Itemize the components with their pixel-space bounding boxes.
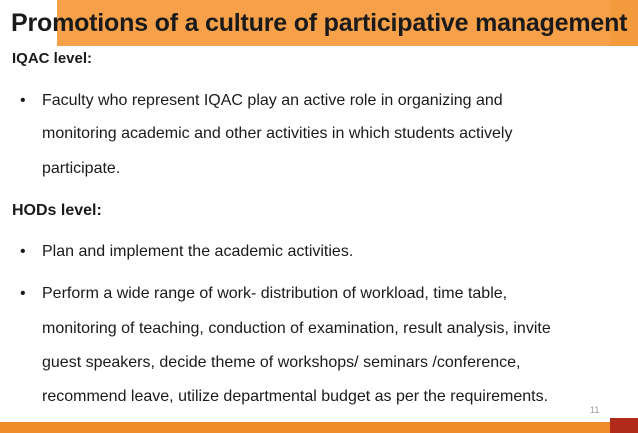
hods-bullet-2-line-2: monitoring of teaching, conduction of examination, result analysis, invite bbox=[42, 320, 551, 337]
iqac-bullet-1-line-3: participate. bbox=[42, 160, 121, 177]
hods-bullet-1-line-1: Plan and implement the academic activities. bbox=[42, 243, 354, 260]
hods-bullet-2-line-1: Perform a wide range of work- distribution of workload, time table, bbox=[42, 285, 508, 302]
hods-heading: HODs level: bbox=[12, 202, 102, 219]
footer-bar bbox=[0, 422, 638, 433]
page-number: 11 bbox=[590, 405, 600, 415]
hods-bullet-2-line-4: recommend leave, utilize departmental budget as per the requirements. bbox=[42, 388, 549, 405]
iqac-bullet-1-line-1: Faculty who represent IQAC play an active role in organizing and bbox=[42, 92, 503, 109]
footer-accent bbox=[610, 418, 638, 433]
bullet-icon: • bbox=[20, 243, 26, 260]
hods-bullet-2-line-3: guest speakers, decide theme of workshops/ seminars /conference, bbox=[42, 354, 521, 371]
bullet-icon: • bbox=[20, 285, 26, 302]
bullet-icon: • bbox=[20, 92, 26, 109]
iqac-heading: IQAC level: bbox=[12, 50, 93, 67]
slide-title: Promotions of a culture of participative management bbox=[11, 9, 628, 37]
iqac-bullet-1-line-2: monitoring academic and other activities in which students actively bbox=[42, 125, 513, 142]
